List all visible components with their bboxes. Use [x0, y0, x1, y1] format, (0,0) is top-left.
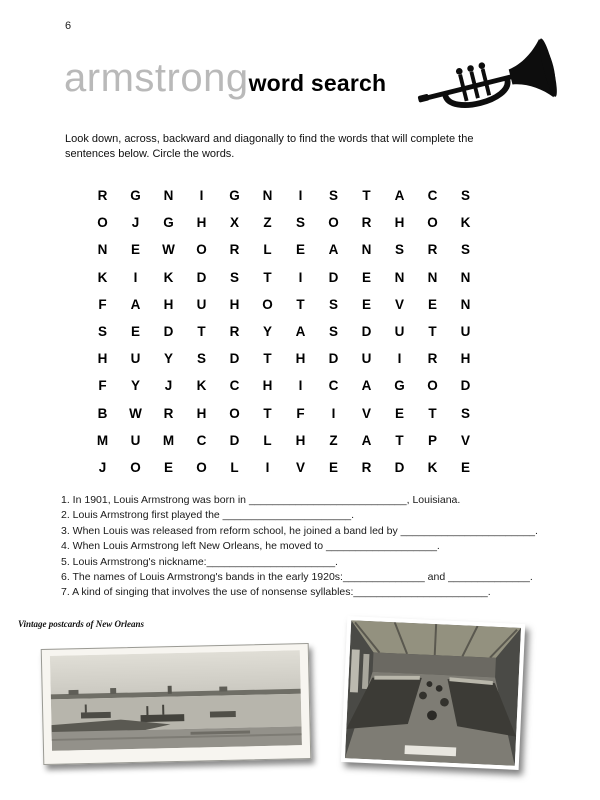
- grid-letter: F: [98, 378, 107, 394]
- grid-letter: E: [460, 459, 470, 475]
- sentence-item: 3. When Louis was released from reform school, he joined a band led by _______________________.: [61, 524, 538, 537]
- grid-letter: S: [394, 242, 404, 258]
- grid-letter: N: [427, 269, 438, 285]
- grid-letter: N: [97, 242, 108, 258]
- grid-letter: N: [460, 296, 471, 312]
- grid-letter: I: [199, 188, 204, 203]
- grid-letter: G: [229, 188, 240, 203]
- grid-letter: I: [298, 269, 303, 285]
- postcards-caption: Vintage postcards of New Orleans: [18, 619, 145, 629]
- sentence-item: 4. When Louis Armstrong left New Orleans, he moved to ___________________.: [61, 540, 440, 553]
- grid-letter: C: [229, 378, 240, 394]
- grid-letter: O: [427, 215, 438, 231]
- grid-letter: T: [263, 351, 272, 367]
- grid-letter: L: [263, 242, 272, 258]
- grid-letter: I: [265, 459, 270, 475]
- grid-letter: T: [428, 405, 437, 421]
- grid-letter: T: [263, 269, 272, 285]
- grid-letter: D: [196, 269, 207, 285]
- grid-letter: C: [196, 432, 207, 448]
- grid-letter: C: [427, 188, 438, 203]
- grid-letter: B: [97, 405, 108, 421]
- grid-letter: I: [133, 269, 138, 285]
- grid-letter: N: [361, 242, 372, 258]
- grid-letter: D: [229, 351, 240, 367]
- grid-letter: D: [328, 351, 339, 367]
- grid-letter: V: [460, 432, 470, 448]
- grid-letter: G: [130, 188, 141, 203]
- grid-letter: G: [163, 215, 174, 231]
- grid-letter: A: [361, 432, 372, 448]
- grid-letter: E: [295, 242, 305, 258]
- grid-letter: M: [162, 432, 175, 448]
- grid-letter: S: [196, 351, 206, 367]
- grid-letter: V: [295, 459, 305, 475]
- grid-letter: E: [427, 296, 437, 312]
- grid-letter: K: [196, 378, 207, 394]
- grid-letter: K: [460, 215, 471, 231]
- grid-letter: R: [427, 351, 438, 367]
- grid-letter: R: [427, 242, 438, 258]
- grid-letter: W: [162, 242, 175, 258]
- grid-letter: D: [229, 432, 240, 448]
- grid-letter: H: [196, 405, 207, 421]
- grid-letter: J: [98, 459, 107, 475]
- grid-letter: R: [361, 459, 372, 475]
- grid-letter: E: [328, 459, 338, 475]
- grid-letter: Z: [329, 432, 338, 448]
- grid-letter: A: [328, 242, 339, 258]
- title-word-search: word search: [248, 70, 387, 96]
- grid-letter: O: [130, 459, 141, 475]
- grid-letter: U: [361, 351, 372, 367]
- grid-letter: U: [130, 432, 141, 448]
- grid-letter: E: [361, 269, 371, 285]
- grid-letter: K: [427, 459, 438, 475]
- grid-letter: M: [96, 432, 109, 448]
- grid-letter: I: [298, 378, 303, 394]
- grid-letter: Y: [262, 323, 272, 339]
- grid-letter: V: [361, 405, 371, 421]
- word-search-grid: [86, 182, 482, 481]
- grid-letter: X: [229, 215, 239, 231]
- harbor-photo: [50, 650, 302, 751]
- instructions: Look down, across, backward and diagonally to find the words that will complete the sentences below. Circle the words.: [65, 133, 474, 160]
- grid-letter: O: [196, 242, 207, 258]
- sentence-list: [61, 493, 561, 601]
- grid-letter: Y: [130, 378, 140, 394]
- grid-letter: S: [460, 188, 470, 203]
- grid-letter: E: [163, 459, 173, 475]
- grid-letter: O: [262, 296, 273, 312]
- grid-letter: N: [163, 188, 174, 203]
- grid-letter: K: [97, 269, 108, 285]
- grid-letter: H: [295, 432, 306, 448]
- grid-letter: S: [295, 215, 305, 231]
- grid-letter: T: [296, 296, 305, 312]
- sentence-item: 6. The names of Louis Armstrong's bands in the early 1920s:______________ and ______________.: [61, 571, 533, 584]
- postcard-market-interior: [341, 616, 525, 770]
- grid-letter: E: [130, 242, 140, 258]
- grid-letter: D: [460, 378, 471, 394]
- grid-letter: E: [361, 296, 371, 312]
- grid-letter: R: [163, 405, 174, 421]
- grid-letter: E: [394, 405, 404, 421]
- grid-letter: V: [394, 296, 404, 312]
- grid-letter: J: [164, 378, 173, 394]
- grid-letter: U: [196, 296, 207, 312]
- grid-letter: S: [460, 242, 470, 258]
- page-title: [64, 56, 386, 101]
- grid-letter: D: [361, 323, 372, 339]
- grid-letter: S: [328, 296, 338, 312]
- grid-letter: C: [328, 378, 339, 394]
- grid-letter: N: [460, 269, 471, 285]
- grid-letter: D: [328, 269, 339, 285]
- grid-letter: P: [427, 432, 437, 448]
- grid-letter: R: [97, 188, 108, 203]
- grid-letter: F: [296, 405, 305, 421]
- grid-letter: F: [98, 296, 107, 312]
- grid-letter: S: [229, 269, 239, 285]
- grid-letter: S: [460, 405, 470, 421]
- grid-letter: U: [460, 323, 471, 339]
- grid-letter: H: [196, 215, 207, 231]
- sentence-item: 1. In 1901, Louis Armstrong was born in ___________________________, Louisiana.: [61, 494, 461, 506]
- grid-letter: O: [427, 378, 438, 394]
- market-photo: [345, 620, 521, 766]
- grid-letter: O: [196, 459, 207, 475]
- grid-letter: A: [295, 323, 306, 339]
- grid-letter: T: [428, 323, 437, 339]
- grid-letter: N: [262, 188, 273, 203]
- grid-letter: H: [295, 351, 306, 367]
- grid-letter: W: [129, 405, 142, 421]
- grid-letter: U: [394, 323, 405, 339]
- grid-letter: U: [130, 351, 141, 367]
- grid-letter: L: [263, 432, 272, 448]
- grid-letter: S: [97, 323, 107, 339]
- grid-letter: S: [328, 188, 338, 203]
- grid-letter: A: [394, 188, 405, 203]
- grid-letter: I: [298, 188, 303, 203]
- grid-letter: O: [97, 215, 108, 231]
- grid-letter: E: [130, 323, 140, 339]
- grid-letter: T: [197, 323, 206, 339]
- trumpet-icon: [407, 25, 578, 145]
- grid-letter: H: [262, 378, 273, 394]
- grid-letter: R: [229, 242, 240, 258]
- grid-letter: H: [229, 296, 240, 312]
- grid-letter: I: [331, 405, 336, 421]
- grid-letter: A: [361, 378, 372, 394]
- grid-letter: Z: [263, 215, 272, 231]
- grid-letter: T: [395, 432, 404, 448]
- grid-letter: H: [460, 351, 471, 367]
- grid-letter: D: [163, 323, 174, 339]
- grid-letter: R: [229, 323, 240, 339]
- grid-letter: Y: [163, 351, 173, 367]
- grid-letter: N: [394, 269, 405, 285]
- postcard-new-orleans-harbor: [41, 643, 312, 765]
- page-number: 6: [65, 20, 72, 32]
- grid-letter: O: [328, 215, 339, 231]
- grid-letter: O: [229, 405, 240, 421]
- grid-letter: A: [130, 296, 141, 312]
- sentence-item: 2. Louis Armstrong first played the ______________________.: [61, 509, 355, 522]
- title-armstrong: armstrong: [64, 56, 249, 100]
- grid-letter: R: [361, 215, 372, 231]
- grid-letter: J: [131, 215, 140, 231]
- sentence-item: 5. Louis Armstrong's nickname:______________________.: [61, 555, 338, 568]
- grid-letter: K: [163, 269, 174, 285]
- grid-letter: L: [230, 459, 239, 475]
- grid-letter: T: [263, 405, 272, 421]
- grid-letter: H: [97, 351, 108, 367]
- grid-letter: I: [397, 351, 402, 367]
- grid-letter: S: [328, 323, 338, 339]
- grid-letter: H: [163, 296, 174, 312]
- grid-letter: G: [394, 378, 405, 394]
- sentence-item: 7. A kind of singing that involves the use of nonsense syllables:_______________________.: [61, 586, 491, 599]
- grid-letter: T: [362, 188, 371, 203]
- grid-letter: D: [394, 459, 405, 475]
- grid-letter: H: [394, 215, 405, 231]
